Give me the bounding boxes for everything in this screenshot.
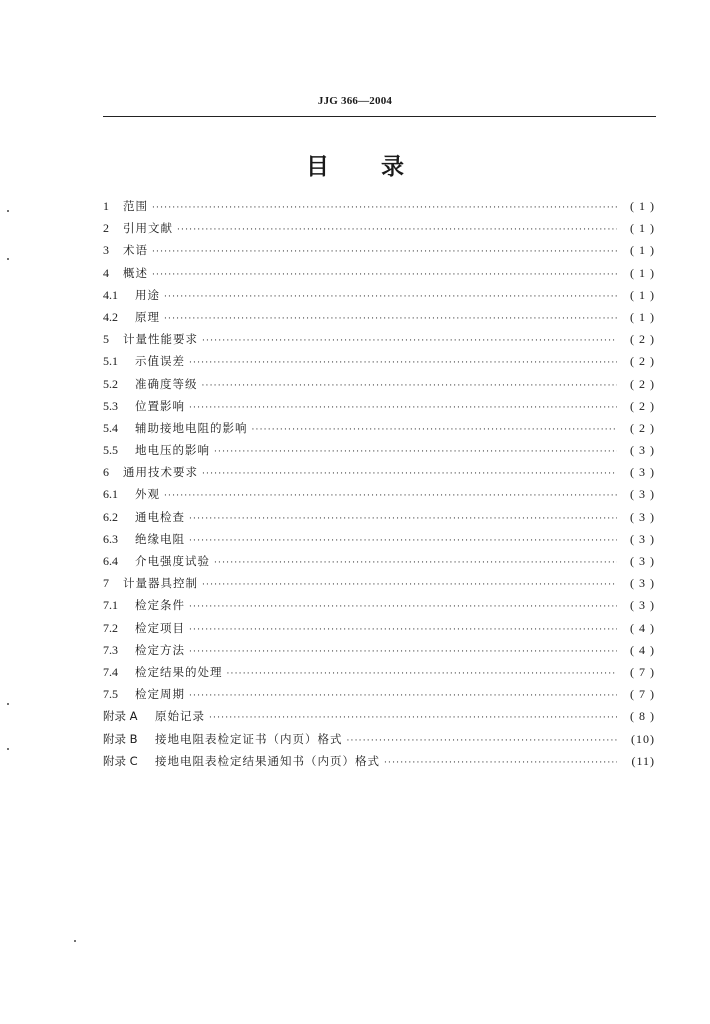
scan-speck bbox=[7, 210, 9, 212]
toc-leader-dots bbox=[189, 596, 617, 618]
toc-entry[interactable] bbox=[103, 262, 655, 284]
toc-entry-title: 接地电阻表检定结果通知书（内页）格式 bbox=[155, 753, 380, 768]
toc-entry-number: 6 bbox=[103, 465, 109, 480]
toc-entry[interactable] bbox=[103, 350, 655, 372]
toc-entry[interactable] bbox=[103, 661, 655, 683]
toc-entry-number: 7.4 bbox=[103, 664, 118, 679]
toc-entry-title: 辅助接地电阻的影响 bbox=[135, 420, 248, 435]
toc-entry-number: 附录 C bbox=[103, 753, 138, 768]
toc-entry-number: 5.3 bbox=[103, 398, 118, 413]
toc-entry[interactable] bbox=[103, 705, 655, 727]
toc-entry-number: 6.4 bbox=[103, 554, 118, 568]
toc-leader-dots bbox=[189, 352, 617, 374]
toc-entry[interactable] bbox=[103, 217, 655, 239]
toc-entry-page: ( 3 ) bbox=[630, 576, 655, 591]
title-char-2: 录 bbox=[381, 154, 404, 180]
toc-entry[interactable] bbox=[103, 506, 655, 528]
toc-entry-title: 准确度等级 bbox=[135, 376, 198, 391]
toc-entry-page: ( 2 ) bbox=[630, 354, 655, 369]
toc-leader-dots bbox=[189, 530, 617, 552]
toc-entry[interactable] bbox=[103, 395, 655, 417]
toc-entry-number: 7.2 bbox=[103, 620, 118, 635]
toc-entry-title: 检定方法 bbox=[135, 642, 185, 657]
toc-leader-dots bbox=[347, 730, 618, 752]
toc-entry[interactable] bbox=[103, 306, 655, 328]
page-title bbox=[0, 148, 710, 181]
toc-leader-dots bbox=[152, 264, 617, 286]
toc-entry[interactable] bbox=[103, 594, 655, 616]
toc-entry[interactable] bbox=[103, 461, 655, 483]
toc-entry-title: 位置影响 bbox=[135, 398, 185, 413]
scan-speck bbox=[74, 940, 76, 942]
toc-entry-title: 地电压的影响 bbox=[135, 443, 210, 458]
toc-entry-title: 接地电阻表检定证书（内页）格式 bbox=[155, 731, 343, 746]
toc-entry-title: 检定条件 bbox=[135, 598, 185, 613]
toc-entry-title: 检定周期 bbox=[135, 687, 185, 702]
toc-entry-page: (11) bbox=[631, 753, 655, 768]
toc-entry-title: 术语 bbox=[123, 243, 148, 258]
toc-entry-number: 5 bbox=[103, 332, 109, 347]
toc-entry-page: ( 1 ) bbox=[630, 287, 655, 302]
toc-leader-dots bbox=[214, 552, 617, 574]
toc-entry-page: ( 1 ) bbox=[630, 243, 655, 258]
toc-entry-title: 示值误差 bbox=[135, 354, 185, 369]
toc-entry-title: 外观 bbox=[135, 487, 160, 502]
toc-entry[interactable] bbox=[103, 728, 655, 750]
toc-entry[interactable] bbox=[103, 750, 655, 772]
toc-entry-page: ( 3 ) bbox=[630, 509, 655, 524]
toc-entry[interactable] bbox=[103, 439, 655, 461]
toc-leader-dots bbox=[164, 308, 617, 330]
toc-entry-page: ( 4 ) bbox=[630, 620, 655, 635]
toc-entry[interactable] bbox=[103, 328, 655, 350]
toc-entry-page: ( 3 ) bbox=[630, 554, 655, 568]
toc-entry-title: 介电强度试验 bbox=[135, 554, 210, 568]
toc-entry-number: 3 bbox=[103, 243, 109, 258]
toc-leader-dots bbox=[209, 707, 617, 729]
toc-entry-number: 附录 B bbox=[103, 731, 138, 746]
toc-leader-dots bbox=[152, 241, 617, 263]
toc-entry-number: 5.5 bbox=[103, 443, 118, 458]
toc-entry-number: 1 bbox=[103, 199, 109, 213]
toc-entry-title: 计量器具控制 bbox=[123, 576, 198, 591]
toc-entry[interactable] bbox=[103, 528, 655, 550]
toc-entry-number: 2 bbox=[103, 221, 109, 236]
toc-entry-title: 检定结果的处理 bbox=[135, 664, 223, 679]
scan-speck bbox=[7, 703, 9, 705]
toc-entry-page: ( 1 ) bbox=[630, 309, 655, 324]
toc-entry[interactable] bbox=[103, 195, 655, 217]
toc-leader-dots bbox=[202, 375, 618, 397]
toc-leader-dots bbox=[164, 286, 617, 308]
toc-leader-dots bbox=[189, 641, 617, 663]
toc-entry-page: ( 3 ) bbox=[630, 487, 655, 502]
toc-entry[interactable] bbox=[103, 373, 655, 395]
toc-entry-title: 计量性能要求 bbox=[123, 332, 198, 347]
toc-leader-dots bbox=[189, 508, 617, 530]
toc-leader-dots bbox=[177, 219, 617, 241]
toc-entry-title: 原理 bbox=[135, 309, 160, 324]
toc-entry-number: 5.2 bbox=[103, 376, 118, 391]
toc-entry-page: ( 1 ) bbox=[630, 265, 655, 280]
toc-leader-dots bbox=[384, 752, 617, 774]
toc-entry-number: 7.5 bbox=[103, 687, 118, 702]
toc-entry-number: 7 bbox=[103, 576, 109, 591]
title-char-1: 目 bbox=[306, 154, 329, 180]
toc-entry-title: 绝缘电阻 bbox=[135, 531, 185, 546]
toc-leader-dots bbox=[189, 619, 617, 641]
toc-entry-page: ( 4 ) bbox=[630, 642, 655, 657]
toc-entry-page: ( 2 ) bbox=[630, 332, 655, 347]
toc-entry[interactable] bbox=[103, 550, 655, 572]
toc-entry-title: 概述 bbox=[123, 265, 148, 280]
toc-entry-page: ( 1 ) bbox=[630, 199, 655, 213]
scan-speck bbox=[7, 258, 9, 260]
toc-entry-page: ( 3 ) bbox=[630, 531, 655, 546]
toc-entry-page: ( 3 ) bbox=[630, 598, 655, 613]
standard-code: JJG 366—2004 bbox=[317, 95, 393, 107]
toc-entry-title: 通用技术要求 bbox=[123, 465, 198, 480]
toc-entry-number: 6.2 bbox=[103, 509, 118, 524]
toc-entry-number: 附录 A bbox=[103, 709, 138, 724]
toc-entry[interactable] bbox=[103, 239, 655, 261]
toc-entry-page: ( 3 ) bbox=[630, 465, 655, 480]
toc-leader-dots bbox=[214, 441, 617, 463]
toc-entry-number: 5.4 bbox=[103, 420, 118, 435]
toc-entry-page: ( 1 ) bbox=[630, 221, 655, 236]
toc-entry-title: 用途 bbox=[135, 287, 160, 302]
toc-entry-title: 通电检查 bbox=[135, 509, 185, 524]
toc-entry-page: ( 2 ) bbox=[630, 420, 655, 435]
toc-entry-page: ( 7 ) bbox=[630, 687, 655, 702]
toc-entry-title: 检定项目 bbox=[135, 620, 185, 635]
toc-entry-page: ( 2 ) bbox=[630, 376, 655, 391]
toc-leader-dots bbox=[252, 419, 618, 441]
toc-entry-page: (10) bbox=[631, 731, 655, 746]
toc-entry-title: 原始记录 bbox=[155, 709, 205, 724]
toc-entry-number: 7.3 bbox=[103, 642, 118, 657]
toc-entry-page: ( 8 ) bbox=[630, 709, 655, 724]
toc-leader-dots bbox=[189, 397, 617, 419]
toc-entry[interactable] bbox=[103, 639, 655, 661]
toc-entry[interactable] bbox=[103, 284, 655, 306]
toc-entry-number: 6.3 bbox=[103, 531, 118, 546]
toc-entry-number: 5.1 bbox=[103, 354, 118, 369]
toc-leader-dots bbox=[227, 663, 618, 685]
toc-entry[interactable] bbox=[103, 417, 655, 439]
scan-speck bbox=[7, 748, 9, 750]
toc-leader-dots bbox=[202, 463, 617, 485]
toc-leader-dots bbox=[152, 197, 617, 219]
toc-entry-number: 6.1 bbox=[103, 487, 118, 502]
toc-entry-page: ( 7 ) bbox=[630, 664, 655, 679]
toc-entry-page: ( 3 ) bbox=[630, 443, 655, 458]
table-of-contents bbox=[103, 195, 655, 772]
toc-entry[interactable] bbox=[103, 572, 655, 594]
toc-entry-title: 范围 bbox=[123, 199, 148, 213]
toc-entry-number: 4 bbox=[103, 265, 109, 280]
toc-entry-page: ( 2 ) bbox=[630, 398, 655, 413]
toc-leader-dots bbox=[202, 330, 617, 352]
toc-leader-dots bbox=[189, 685, 617, 707]
toc-entry-title: 引用文献 bbox=[123, 221, 173, 236]
toc-entry[interactable] bbox=[103, 483, 655, 505]
toc-entry-number: 4.2 bbox=[103, 309, 118, 324]
toc-entry[interactable] bbox=[103, 683, 655, 705]
toc-entry-number: 4.1 bbox=[103, 287, 118, 302]
toc-entry-number: 7.1 bbox=[103, 598, 118, 613]
toc-leader-dots bbox=[202, 574, 617, 596]
toc-leader-dots bbox=[164, 485, 617, 507]
header-rule bbox=[103, 116, 656, 117]
toc-entry[interactable] bbox=[103, 617, 655, 639]
